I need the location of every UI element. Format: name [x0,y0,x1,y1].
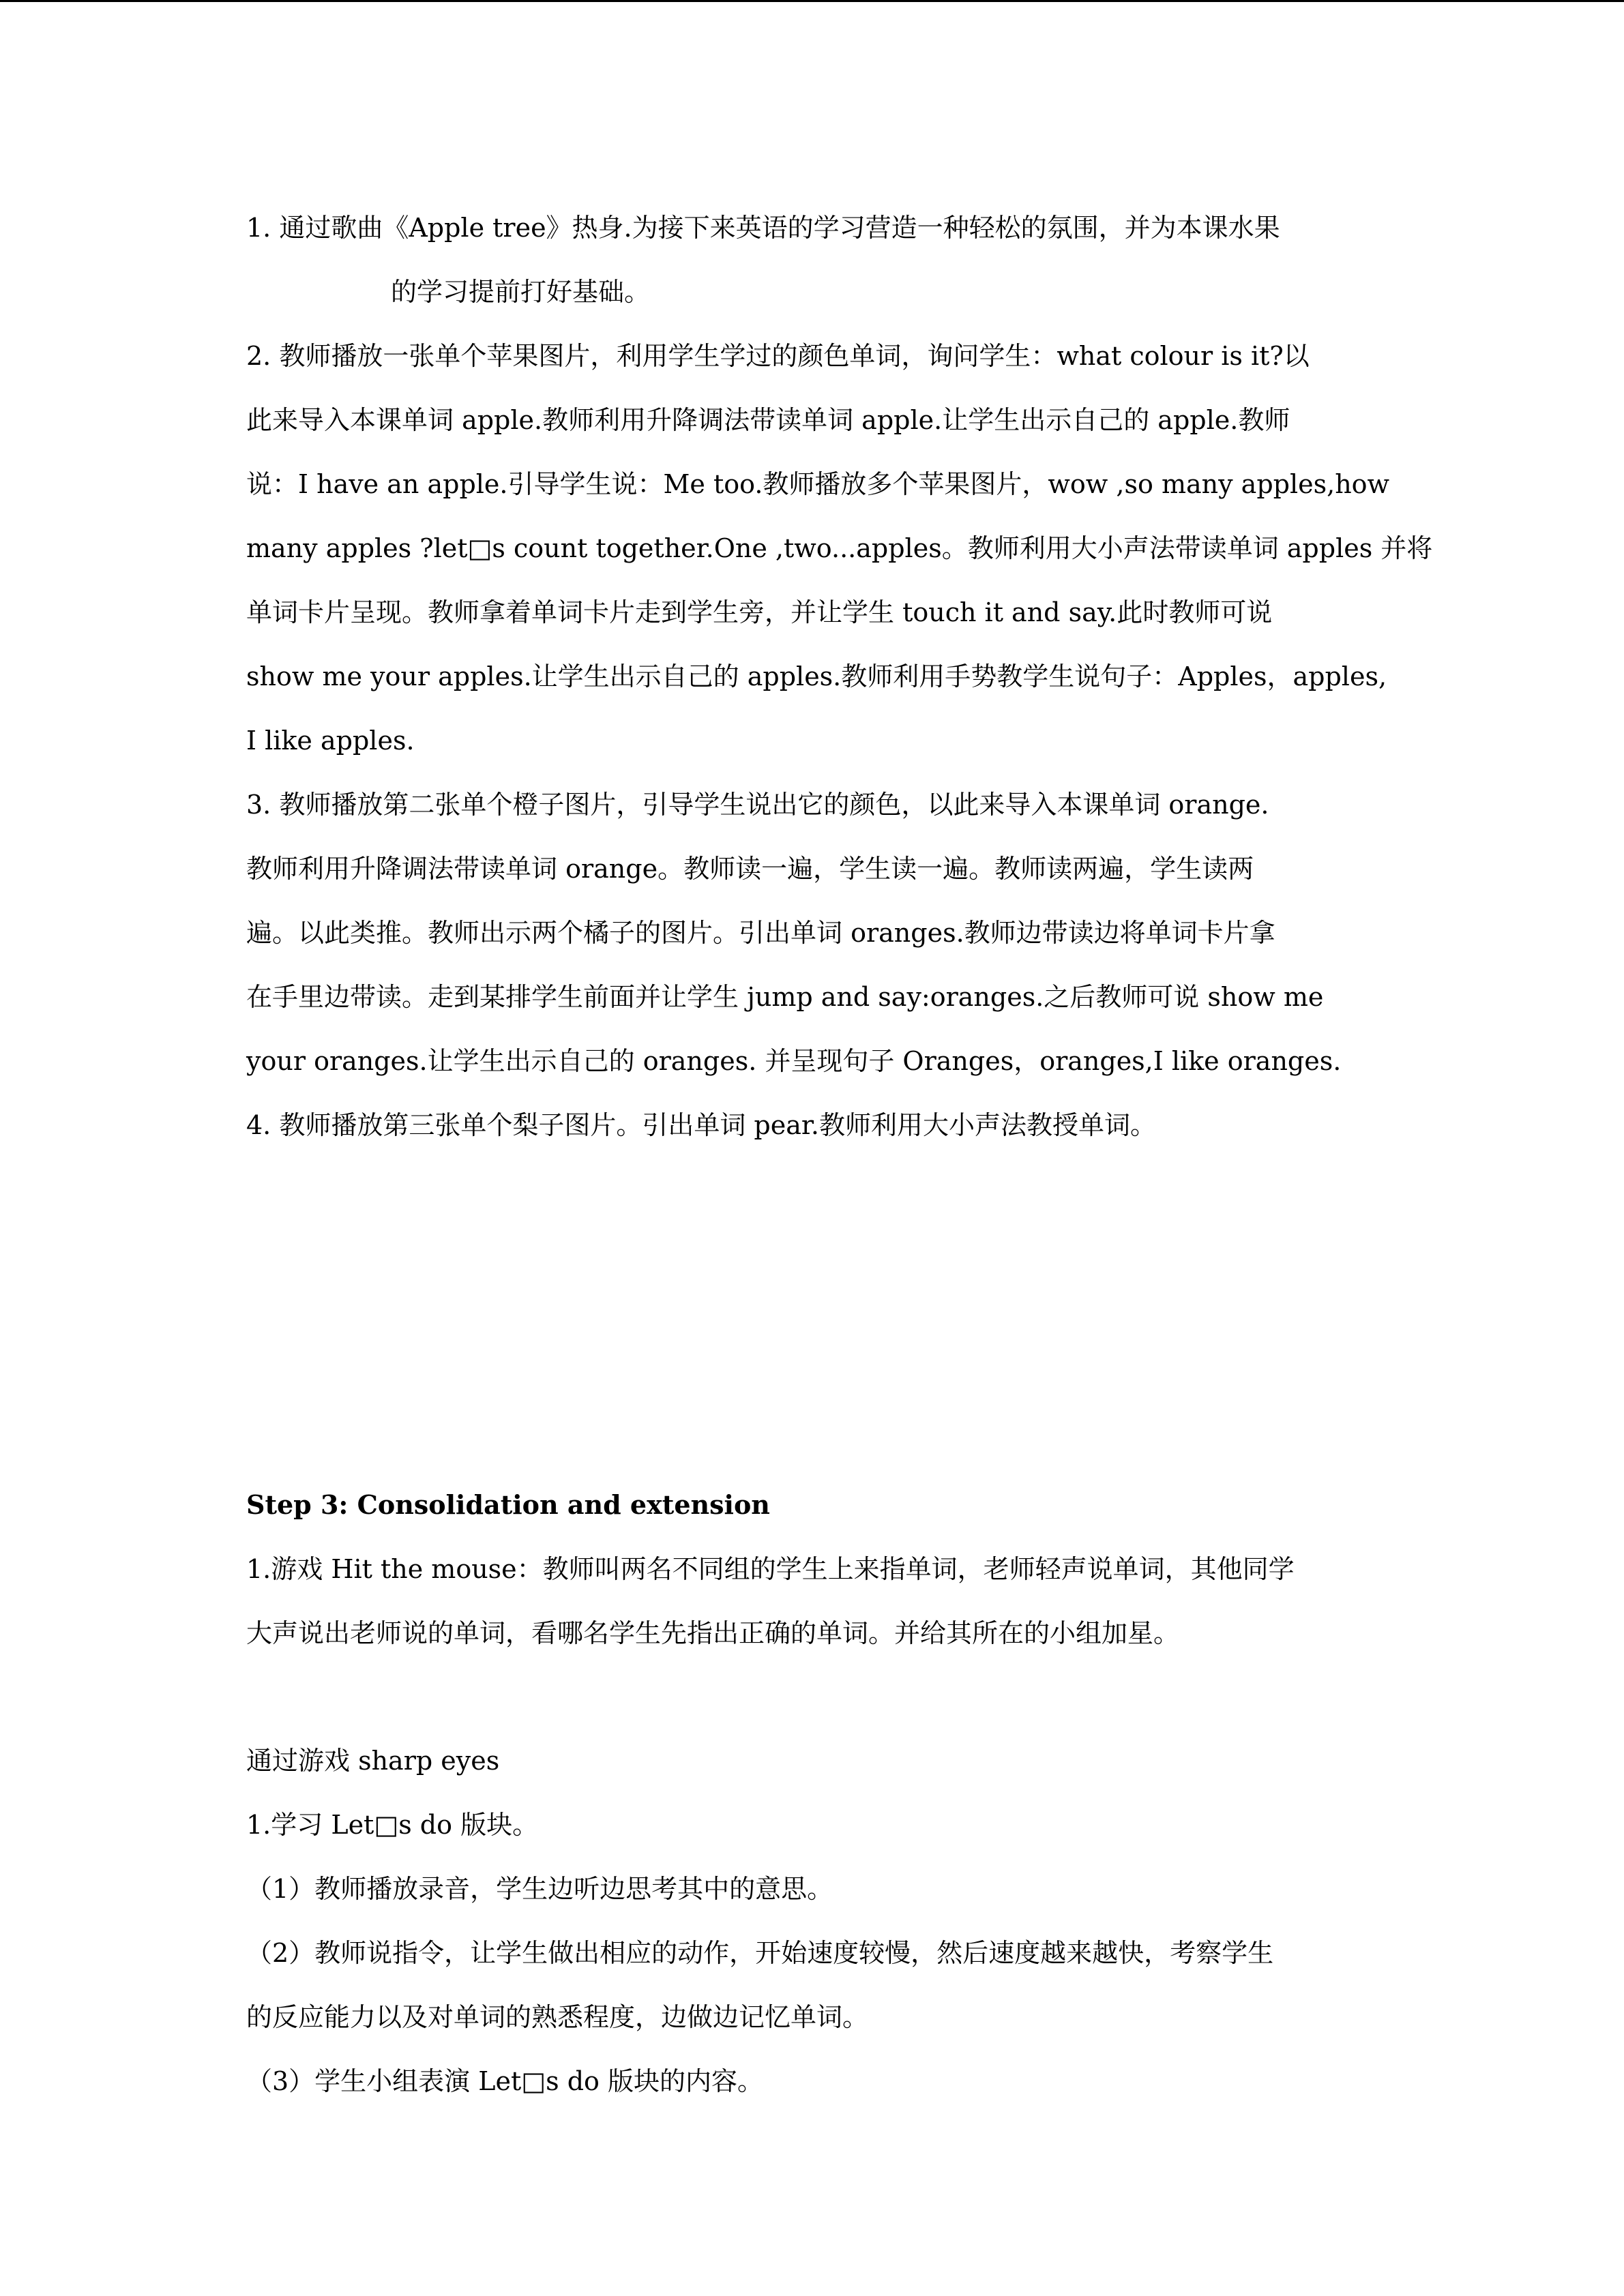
text-line: 1.游戏 Hit the mouse：教师叫两名不同组的学生上来指单词，老师轻声说单词，其他同学 [246,1554,1295,1584]
text-line: 单词卡片呈现。教师拿着单词卡片走到学生旁，并让学生 touch it and say.此时教师可说 [246,597,1273,627]
text-line: 1.学习 Let□s do 版块。 [246,1810,539,1840]
text-line: （2）教师说指令，让学生做出相应的动作，开始速度较慢，然后速度越来越快，考察学生 [246,1938,1274,1968]
text-line: （3）学生小组表演 Let□s do 版块的内容。 [246,2066,764,2096]
text-line: 的反应能力以及对单词的熟悉程度，边做边记忆单词。 [246,2002,869,2032]
text-line: 说：I have an apple.引导学生说：Me too.教师播放多个苹果图片，wow ,so many apples,how [246,469,1390,499]
text-line: show me your apples.让学生出示自己的 apples.教师利用手势教学生说句子：Apples，apples, [246,661,1387,691]
text-line: I like apples. [246,726,415,756]
text-line: 在手里边带读。走到某排学生前面并让学生 jump and say:oranges.之后教师可说 show me [246,982,1324,1012]
text-line: 4. 教师播放第三张单个梨子图片。引出单词 pear.教师利用大小声法教授单词。 [246,1110,1156,1140]
text-line: 的学习提前打好基础。 [391,277,651,307]
text-line: 1. 通过歌曲《Apple tree》热身.为接下来英语的学习营造一种轻松的氛围，并为本课水果 [246,213,1280,243]
text-line: 此来导入本课单词 apple.教师利用升降调法带读单词 apple.让学生出示自己的 apple.教师 [246,405,1290,435]
text-line: 遍。以此类推。教师出示两个橘子的图片。引出单词 oranges.教师边带读边将单词卡片拿 [246,918,1275,948]
top-border-rule [0,0,1624,2]
text-line: 3. 教师播放第二张单个橙子图片，引导学生说出它的颜色，以此来导入本课单词 orange. [246,790,1269,820]
text-line: 通过游戏 sharp eyes [246,1746,500,1776]
step3-heading: Step 3: Consolidation and extension [246,1489,770,1520]
text-line: 大声说出老师说的单词，看哪名学生先指出正确的单词。并给其所在的小组加星。 [246,1618,1180,1648]
text-line: your oranges.让学生出示自己的 oranges. 并呈现句子 Oranges，oranges,I like oranges. [246,1046,1342,1076]
text-line: 2. 教师播放一张单个苹果图片，利用学生学过的颜色单词，询问学生：what colour is it?以 [246,341,1310,371]
text-line: many apples ?let□s count together.One ,two...apples。教师利用大小声法带读单词 apples 并将 [246,533,1433,563]
text-line: （1）教师播放录音，学生边听边思考其中的意思。 [246,1874,833,1904]
text-line: 教师利用升降调法带读单词 orange。教师读一遍，学生读一遍。教师读两遍，学生读两 [246,854,1254,884]
